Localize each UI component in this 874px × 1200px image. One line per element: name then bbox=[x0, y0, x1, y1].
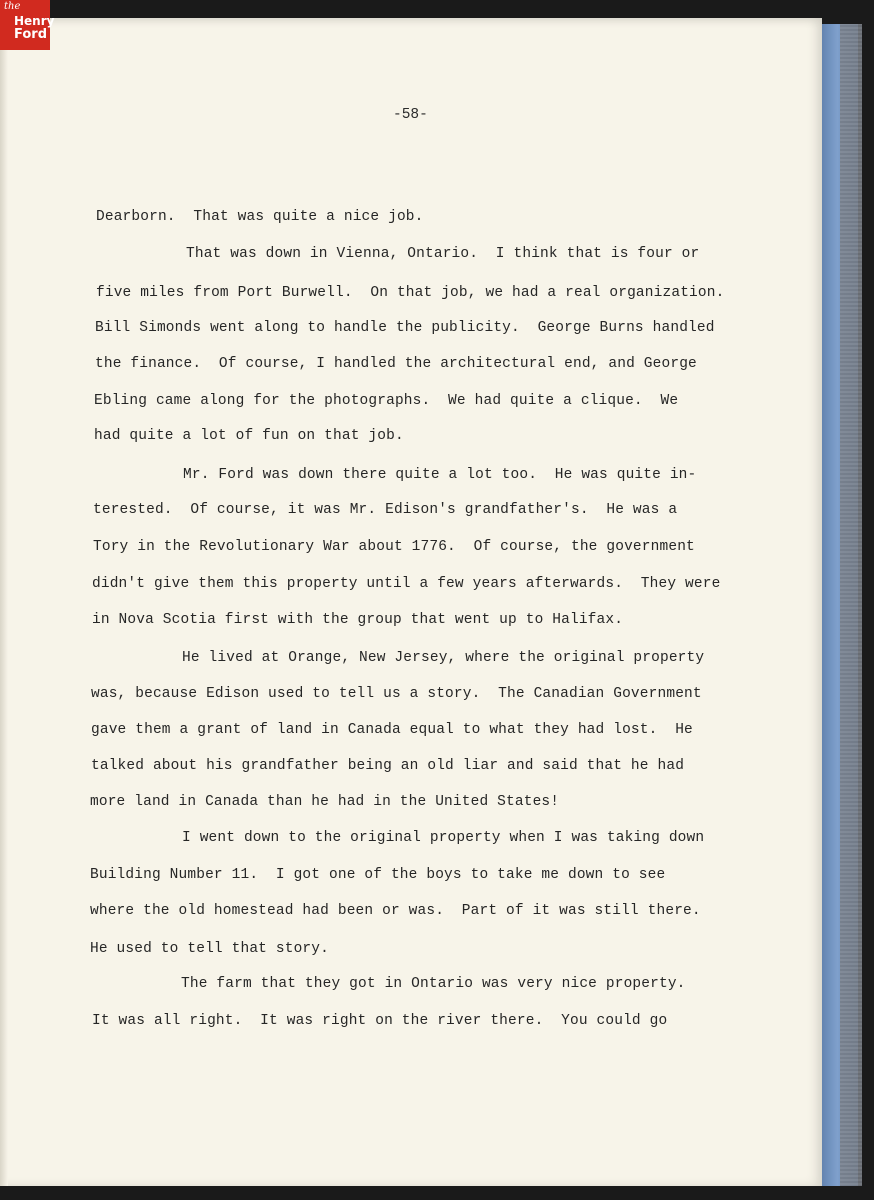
typed-page bbox=[0, 18, 822, 1186]
logo-text-ford: Ford bbox=[14, 27, 48, 42]
text-line: That was down in Vienna, Ontario. I think that is four or bbox=[186, 246, 700, 262]
text-line: didn't give them this property until a few years afterwards. They were bbox=[92, 576, 721, 592]
facing-page-edge bbox=[0, 18, 8, 1186]
text-line: terested. Of course, it was Mr. Edison's grandfather's. He was a bbox=[93, 502, 678, 518]
text-line: Bill Simonds went along to handle the publicity. George Burns handled bbox=[95, 320, 715, 336]
book-binding-edge bbox=[840, 24, 862, 1186]
text-line: It was all right. It was right on the river there. You could go bbox=[92, 1013, 668, 1029]
text-line: talked about his grandfather being an old liar and said that he had bbox=[91, 758, 685, 774]
text-line: The farm that they got in Ontario was very nice property. bbox=[181, 976, 686, 992]
text-line: Tory in the Revolutionary War about 1776. Of course, the government bbox=[93, 539, 695, 555]
text-line: He lived at Orange, New Jersey, where the original property bbox=[182, 650, 705, 666]
text-line: five miles from Port Burwell. On that job, we had a real organization. bbox=[96, 285, 725, 301]
henry-ford-logo bbox=[0, 0, 55, 50]
text-line: in Nova Scotia first with the group that went up to Halifax. bbox=[92, 612, 624, 628]
text-line: Dearborn. That was quite a nice job. bbox=[96, 209, 424, 225]
text-line: I went down to the original property when I was taking down bbox=[182, 830, 705, 846]
page-number: -58- bbox=[393, 107, 428, 123]
text-line: He used to tell that story. bbox=[90, 941, 329, 957]
text-line: gave them a grant of land in Canada equal to what they had lost. He bbox=[91, 722, 693, 738]
logo-text-the: the bbox=[4, 1, 21, 12]
text-line: had quite a lot of fun on that job. bbox=[94, 428, 404, 444]
text-line: more land in Canada than he had in the United States! bbox=[90, 794, 560, 810]
text-line: Ebling came along for the photographs. We had quite a clique. We bbox=[94, 393, 679, 409]
text-line: was, because Edison used to tell us a story. The Canadian Government bbox=[91, 686, 702, 702]
text-line: Building Number 11. I got one of the boys to take me down to see bbox=[90, 867, 666, 883]
logo-text-henry: Henry bbox=[14, 14, 55, 28]
text-line: where the old homestead had been or was. Part of it was still there. bbox=[90, 903, 701, 919]
text-line: Mr. Ford was down there quite a lot too. He was quite in- bbox=[183, 467, 697, 483]
text-line: the finance. Of course, I handled the architectural end, and George bbox=[95, 356, 697, 372]
